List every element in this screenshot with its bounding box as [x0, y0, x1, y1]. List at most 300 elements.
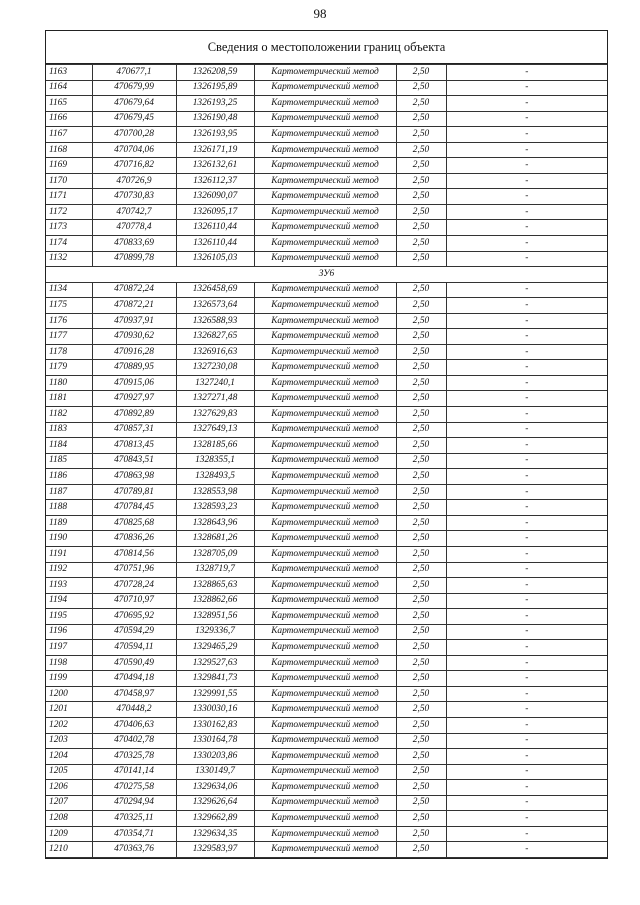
coord-x-cell: 470594,11: [92, 640, 176, 656]
extra-cell: -: [446, 282, 607, 298]
coord-y-cell: 1328865,63: [176, 578, 254, 594]
accuracy-cell: 2,50: [396, 173, 446, 189]
method-cell: Картометрический метод: [254, 546, 396, 562]
coord-x-cell: 470275,58: [92, 780, 176, 796]
coord-y-cell: 1326095,17: [176, 204, 254, 220]
table-row: [46, 702, 607, 718]
accuracy-cell: 2,50: [396, 282, 446, 298]
table-caption: Сведения о местоположении границ объекта: [46, 31, 607, 64]
coord-x-cell: 470813,45: [92, 438, 176, 454]
coord-x-cell: 470679,99: [92, 80, 176, 96]
coord-y-cell: 1326171,19: [176, 142, 254, 158]
point-number-cell: 1199: [46, 671, 92, 687]
coord-y-cell: 1328862,66: [176, 593, 254, 609]
table-body: [46, 65, 607, 858]
accuracy-cell: 2,50: [396, 749, 446, 765]
table-row: [46, 329, 607, 345]
coord-y-cell: 1327649,13: [176, 422, 254, 438]
table-row: [46, 531, 607, 547]
extra-cell: -: [446, 80, 607, 96]
extra-cell: -: [446, 780, 607, 796]
method-cell: Картометрический метод: [254, 391, 396, 407]
table-row: [46, 313, 607, 329]
coord-x-cell: 470406,63: [92, 717, 176, 733]
extra-cell: -: [446, 826, 607, 842]
accuracy-cell: 2,50: [396, 111, 446, 127]
coord-x-cell: 470872,24: [92, 282, 176, 298]
point-number-cell: 1164: [46, 80, 92, 96]
point-number-cell: 1185: [46, 453, 92, 469]
table-row: [46, 407, 607, 423]
point-number-cell: 1198: [46, 655, 92, 671]
coord-x-cell: 470677,1: [92, 65, 176, 81]
coord-x-cell: 470789,81: [92, 484, 176, 500]
table-row: [46, 624, 607, 640]
coord-x-cell: 470927,97: [92, 391, 176, 407]
method-cell: Картометрический метод: [254, 438, 396, 454]
accuracy-cell: 2,50: [396, 65, 446, 81]
coord-y-cell: 1327240,1: [176, 375, 254, 391]
method-cell: Картометрический метод: [254, 764, 396, 780]
accuracy-cell: 2,50: [396, 764, 446, 780]
table-row: [46, 158, 607, 174]
coord-x-cell: 470710,97: [92, 593, 176, 609]
method-cell: Картометрический метод: [254, 282, 396, 298]
coord-x-cell: 470325,11: [92, 811, 176, 827]
extra-cell: -: [446, 329, 607, 345]
table-row: [46, 422, 607, 438]
extra-cell: -: [446, 344, 607, 360]
coord-y-cell: 1327629,83: [176, 407, 254, 423]
method-cell: Картометрический метод: [254, 749, 396, 765]
boundary-table-sheet: [45, 30, 608, 859]
accuracy-cell: 2,50: [396, 717, 446, 733]
coord-x-cell: 470778,4: [92, 220, 176, 236]
table-row: [46, 438, 607, 454]
extra-cell: -: [446, 220, 607, 236]
point-number-cell: 1210: [46, 842, 92, 858]
coord-y-cell: 1329465,29: [176, 640, 254, 656]
table-row: [46, 236, 607, 252]
coord-y-cell: 1330164,78: [176, 733, 254, 749]
accuracy-cell: 2,50: [396, 453, 446, 469]
accuracy-cell: 2,50: [396, 391, 446, 407]
coord-y-cell: 1329583,97: [176, 842, 254, 858]
point-number-cell: 1205: [46, 764, 92, 780]
table-row: [46, 593, 607, 609]
accuracy-cell: 2,50: [396, 686, 446, 702]
extra-cell: -: [446, 717, 607, 733]
extra-cell: -: [446, 733, 607, 749]
method-cell: Картометрический метод: [254, 251, 396, 267]
point-number-cell: 1204: [46, 749, 92, 765]
point-number-cell: 1170: [46, 173, 92, 189]
coord-x-cell: 470141,14: [92, 764, 176, 780]
coord-x-cell: 470704,06: [92, 142, 176, 158]
coord-x-cell: 470590,49: [92, 655, 176, 671]
extra-cell: -: [446, 671, 607, 687]
coord-x-cell: 470784,45: [92, 500, 176, 516]
extra-cell: -: [446, 422, 607, 438]
extra-cell: -: [446, 189, 607, 205]
method-cell: Картометрический метод: [254, 624, 396, 640]
method-cell: Картометрический метод: [254, 811, 396, 827]
point-number-cell: 1166: [46, 111, 92, 127]
extra-cell: -: [446, 702, 607, 718]
extra-cell: -: [446, 749, 607, 765]
extra-cell: -: [446, 407, 607, 423]
point-number-cell: 1132: [46, 251, 92, 267]
section-row: [46, 267, 607, 283]
table-row: [46, 546, 607, 562]
method-cell: Картометрический метод: [254, 780, 396, 796]
coord-y-cell: 1328185,66: [176, 438, 254, 454]
table-row: [46, 515, 607, 531]
method-cell: Картометрический метод: [254, 142, 396, 158]
method-cell: Картометрический метод: [254, 158, 396, 174]
coord-y-cell: 1330162,83: [176, 717, 254, 733]
coord-y-cell: 1326105,03: [176, 251, 254, 267]
table-row: [46, 484, 607, 500]
method-cell: Картометрический метод: [254, 671, 396, 687]
method-cell: Картометрический метод: [254, 236, 396, 252]
point-number-cell: 1171: [46, 189, 92, 205]
accuracy-cell: 2,50: [396, 624, 446, 640]
method-cell: Картометрический метод: [254, 686, 396, 702]
point-number-cell: 1200: [46, 686, 92, 702]
accuracy-cell: 2,50: [396, 733, 446, 749]
accuracy-cell: 2,50: [396, 127, 446, 143]
coord-y-cell: 1329634,06: [176, 780, 254, 796]
table-row: [46, 344, 607, 360]
method-cell: Картометрический метод: [254, 500, 396, 516]
method-cell: Картометрический метод: [254, 375, 396, 391]
method-cell: Картометрический метод: [254, 407, 396, 423]
section-label: ЗУ6: [46, 267, 607, 283]
coord-x-cell: 470730,83: [92, 189, 176, 205]
accuracy-cell: 2,50: [396, 360, 446, 376]
coord-x-cell: 470863,98: [92, 469, 176, 485]
table-row: [46, 733, 607, 749]
accuracy-cell: 2,50: [396, 204, 446, 220]
table-row: [46, 298, 607, 314]
point-number-cell: 1165: [46, 96, 92, 112]
accuracy-cell: 2,50: [396, 158, 446, 174]
coord-y-cell: 1328951,56: [176, 609, 254, 625]
extra-cell: -: [446, 469, 607, 485]
table-row: [46, 640, 607, 656]
table-row: [46, 111, 607, 127]
method-cell: Картометрический метод: [254, 344, 396, 360]
method-cell: Картометрический метод: [254, 360, 396, 376]
table-row: [46, 220, 607, 236]
extra-cell: -: [446, 453, 607, 469]
method-cell: Картометрический метод: [254, 329, 396, 345]
method-cell: Картометрический метод: [254, 453, 396, 469]
accuracy-cell: 2,50: [396, 375, 446, 391]
coord-y-cell: 1330203,86: [176, 749, 254, 765]
accuracy-cell: 2,50: [396, 142, 446, 158]
method-cell: Картометрический метод: [254, 717, 396, 733]
coord-y-cell: 1326190,48: [176, 111, 254, 127]
coord-y-cell: 1329336,7: [176, 624, 254, 640]
table-row: [46, 173, 607, 189]
extra-cell: -: [446, 811, 607, 827]
extra-cell: -: [446, 578, 607, 594]
table-row: [46, 80, 607, 96]
coord-x-cell: 470937,91: [92, 313, 176, 329]
method-cell: Картометрический метод: [254, 220, 396, 236]
page-number: 98: [313, 6, 327, 21]
table-row: [46, 375, 607, 391]
coord-x-cell: 470448,2: [92, 702, 176, 718]
extra-cell: -: [446, 313, 607, 329]
coord-x-cell: 470857,31: [92, 422, 176, 438]
point-number-cell: 1209: [46, 826, 92, 842]
coord-x-cell: 470825,68: [92, 515, 176, 531]
accuracy-cell: 2,50: [396, 640, 446, 656]
point-number-cell: 1174: [46, 236, 92, 252]
point-number-cell: 1186: [46, 469, 92, 485]
extra-cell: -: [446, 360, 607, 376]
accuracy-cell: 2,50: [396, 438, 446, 454]
coord-y-cell: 1328355,1: [176, 453, 254, 469]
coord-y-cell: 1327271,48: [176, 391, 254, 407]
method-cell: Картометрический метод: [254, 111, 396, 127]
coord-y-cell: 1326916,63: [176, 344, 254, 360]
method-cell: Картометрический метод: [254, 826, 396, 842]
extra-cell: -: [446, 655, 607, 671]
point-number-cell: 1195: [46, 609, 92, 625]
coord-x-cell: 470363,76: [92, 842, 176, 858]
method-cell: Картометрический метод: [254, 531, 396, 547]
coord-y-cell: 1326110,44: [176, 236, 254, 252]
method-cell: Картометрический метод: [254, 640, 396, 656]
method-cell: Картометрический метод: [254, 593, 396, 609]
coord-y-cell: 1329626,64: [176, 795, 254, 811]
table-row: [46, 780, 607, 796]
point-number-cell: 1169: [46, 158, 92, 174]
coord-x-cell: 470889,95: [92, 360, 176, 376]
extra-cell: -: [446, 375, 607, 391]
coord-x-cell: 470594,29: [92, 624, 176, 640]
accuracy-cell: 2,50: [396, 80, 446, 96]
extra-cell: -: [446, 142, 607, 158]
accuracy-cell: 2,50: [396, 780, 446, 796]
coord-y-cell: 1329527,63: [176, 655, 254, 671]
table-row: [46, 251, 607, 267]
accuracy-cell: 2,50: [396, 251, 446, 267]
accuracy-cell: 2,50: [396, 546, 446, 562]
table-row: [46, 842, 607, 858]
accuracy-cell: 2,50: [396, 484, 446, 500]
table-row: [46, 764, 607, 780]
coord-x-cell: 470679,45: [92, 111, 176, 127]
point-number-cell: 1181: [46, 391, 92, 407]
coord-x-cell: 470325,78: [92, 749, 176, 765]
table-row: [46, 391, 607, 407]
coord-y-cell: 1326132,61: [176, 158, 254, 174]
point-number-cell: 1190: [46, 531, 92, 547]
point-number-cell: 1173: [46, 220, 92, 236]
coord-y-cell: 1328643,96: [176, 515, 254, 531]
table-row: [46, 500, 607, 516]
point-number-cell: 1207: [46, 795, 92, 811]
extra-cell: -: [446, 500, 607, 516]
accuracy-cell: 2,50: [396, 811, 446, 827]
point-number-cell: 1193: [46, 578, 92, 594]
coord-x-cell: 470700,28: [92, 127, 176, 143]
point-number-cell: 1192: [46, 562, 92, 578]
coord-x-cell: 470494,18: [92, 671, 176, 687]
coord-y-cell: 1326827,65: [176, 329, 254, 345]
accuracy-cell: 2,50: [396, 842, 446, 858]
extra-cell: -: [446, 593, 607, 609]
extra-cell: -: [446, 515, 607, 531]
method-cell: Картометрический метод: [254, 515, 396, 531]
point-number-cell: 1187: [46, 484, 92, 500]
accuracy-cell: 2,50: [396, 96, 446, 112]
coord-y-cell: 1326110,44: [176, 220, 254, 236]
coord-x-cell: 470930,62: [92, 329, 176, 345]
coord-y-cell: 1329634,35: [176, 826, 254, 842]
coord-x-cell: 470294,94: [92, 795, 176, 811]
method-cell: Картометрический метод: [254, 173, 396, 189]
accuracy-cell: 2,50: [396, 344, 446, 360]
accuracy-cell: 2,50: [396, 655, 446, 671]
extra-cell: -: [446, 111, 607, 127]
point-number-cell: 1184: [46, 438, 92, 454]
method-cell: Картометрический метод: [254, 189, 396, 205]
point-number-cell: 1168: [46, 142, 92, 158]
coord-y-cell: 1326195,89: [176, 80, 254, 96]
coord-x-cell: 470836,26: [92, 531, 176, 547]
accuracy-cell: 2,50: [396, 826, 446, 842]
extra-cell: -: [446, 204, 607, 220]
point-number-cell: 1196: [46, 624, 92, 640]
coord-x-cell: 470679,64: [92, 96, 176, 112]
coord-x-cell: 470892,89: [92, 407, 176, 423]
accuracy-cell: 2,50: [396, 578, 446, 594]
point-number-cell: 1191: [46, 546, 92, 562]
table-row: [46, 686, 607, 702]
method-cell: Картометрический метод: [254, 96, 396, 112]
extra-cell: -: [446, 158, 607, 174]
coord-y-cell: 1326208,59: [176, 65, 254, 81]
boundary-coordinates-table: [46, 64, 607, 858]
coord-x-cell: 470742,7: [92, 204, 176, 220]
coord-x-cell: 470354,71: [92, 826, 176, 842]
method-cell: Картометрический метод: [254, 842, 396, 858]
method-cell: Картометрический метод: [254, 702, 396, 718]
accuracy-cell: 2,50: [396, 298, 446, 314]
extra-cell: -: [446, 562, 607, 578]
extra-cell: -: [446, 391, 607, 407]
accuracy-cell: 2,50: [396, 407, 446, 423]
coord-y-cell: 1328681,26: [176, 531, 254, 547]
point-number-cell: 1189: [46, 515, 92, 531]
coord-y-cell: 1328705,09: [176, 546, 254, 562]
accuracy-cell: 2,50: [396, 609, 446, 625]
accuracy-cell: 2,50: [396, 220, 446, 236]
method-cell: Картометрический метод: [254, 298, 396, 314]
table-row: [46, 717, 607, 733]
coord-x-cell: 470728,24: [92, 578, 176, 594]
extra-cell: -: [446, 298, 607, 314]
method-cell: Картометрический метод: [254, 127, 396, 143]
coord-x-cell: 470726,9: [92, 173, 176, 189]
coord-y-cell: 1326090,07: [176, 189, 254, 205]
method-cell: Картометрический метод: [254, 655, 396, 671]
table-row: [46, 96, 607, 112]
point-number-cell: 1183: [46, 422, 92, 438]
accuracy-cell: 2,50: [396, 515, 446, 531]
method-cell: Картометрический метод: [254, 469, 396, 485]
point-number-cell: 1163: [46, 65, 92, 81]
extra-cell: -: [446, 96, 607, 112]
point-number-cell: 1188: [46, 500, 92, 516]
coord-x-cell: 470751,96: [92, 562, 176, 578]
table-row: [46, 189, 607, 205]
method-cell: Картометрический метод: [254, 422, 396, 438]
coord-x-cell: 470899,78: [92, 251, 176, 267]
point-number-cell: 1175: [46, 298, 92, 314]
point-number-cell: 1197: [46, 640, 92, 656]
accuracy-cell: 2,50: [396, 702, 446, 718]
extra-cell: -: [446, 546, 607, 562]
coord-x-cell: 470402,78: [92, 733, 176, 749]
table-row: [46, 282, 607, 298]
method-cell: Картометрический метод: [254, 313, 396, 329]
accuracy-cell: 2,50: [396, 562, 446, 578]
table-row: [46, 655, 607, 671]
method-cell: Картометрический метод: [254, 65, 396, 81]
point-number-cell: 1167: [46, 127, 92, 143]
accuracy-cell: 2,50: [396, 189, 446, 205]
extra-cell: -: [446, 795, 607, 811]
extra-cell: -: [446, 484, 607, 500]
table-row: [46, 142, 607, 158]
accuracy-cell: 2,50: [396, 593, 446, 609]
coord-y-cell: 1326588,93: [176, 313, 254, 329]
table-row: [46, 469, 607, 485]
point-number-cell: 1180: [46, 375, 92, 391]
coord-y-cell: 1330030,16: [176, 702, 254, 718]
extra-cell: -: [446, 173, 607, 189]
coord-y-cell: 1329841,73: [176, 671, 254, 687]
coord-x-cell: 470915,06: [92, 375, 176, 391]
point-number-cell: 1182: [46, 407, 92, 423]
point-number-cell: 1203: [46, 733, 92, 749]
table-row: [46, 795, 607, 811]
table-row: [46, 562, 607, 578]
point-number-cell: 1179: [46, 360, 92, 376]
table-row: [46, 749, 607, 765]
coord-y-cell: 1330149,7: [176, 764, 254, 780]
method-cell: Картометрический метод: [254, 733, 396, 749]
extra-cell: -: [446, 127, 607, 143]
point-number-cell: 1202: [46, 717, 92, 733]
accuracy-cell: 2,50: [396, 236, 446, 252]
extra-cell: -: [446, 531, 607, 547]
extra-cell: -: [446, 624, 607, 640]
coord-y-cell: 1328493,5: [176, 469, 254, 485]
extra-cell: -: [446, 236, 607, 252]
coord-y-cell: 1328593,23: [176, 500, 254, 516]
coord-x-cell: 470843,51: [92, 453, 176, 469]
table-row: [46, 811, 607, 827]
coord-y-cell: 1328719,7: [176, 562, 254, 578]
